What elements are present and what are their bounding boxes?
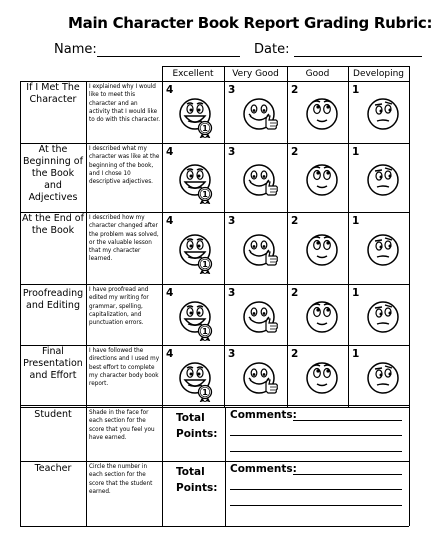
criterion-title: Final Presentation and Effort xyxy=(23,346,83,381)
comments-line[interactable] xyxy=(230,489,402,490)
table-rule xyxy=(20,407,409,408)
score-number[interactable]: 2 xyxy=(291,84,299,96)
developing-face-icon xyxy=(361,297,405,341)
developing-face-icon xyxy=(361,94,405,138)
name-field[interactable] xyxy=(97,56,240,57)
good-face-icon xyxy=(300,358,344,402)
score-number[interactable]: 4 xyxy=(166,287,174,299)
table-rule xyxy=(287,81,288,407)
score-number[interactable]: 3 xyxy=(228,84,236,96)
criterion-description: I have followed the directions and I used my best effort to complete my character body book report. xyxy=(89,348,160,388)
table-rule xyxy=(162,81,163,407)
criterion-description: I have proofread and edited my writing for grammar, spelling, capitalization, and punctuation errors. xyxy=(89,287,149,327)
name-label: Name: xyxy=(54,42,97,57)
score-number[interactable]: 1 xyxy=(352,146,360,158)
score-number[interactable]: 1 xyxy=(352,84,360,96)
excellent-face-icon xyxy=(175,230,219,274)
score-number[interactable]: 4 xyxy=(166,215,174,227)
table-rule xyxy=(20,284,409,285)
criterion-title: At the End of the Book xyxy=(22,213,84,236)
table-rule xyxy=(409,81,410,526)
score-number[interactable]: 4 xyxy=(166,146,174,158)
date-label: Date: xyxy=(254,42,290,57)
excellent-face-icon xyxy=(175,160,219,204)
table-rule xyxy=(20,405,409,406)
table-rule xyxy=(348,81,349,407)
signoff-title: Teacher xyxy=(34,463,72,474)
table-rule xyxy=(20,81,21,526)
score-number[interactable]: 3 xyxy=(228,146,236,158)
medal-number: 1 xyxy=(202,190,208,199)
score-number[interactable]: 3 xyxy=(228,348,236,360)
criterion-title: If I Met The Character xyxy=(26,82,80,105)
medal-number: 1 xyxy=(202,260,208,269)
criterion-description: I described what my character was like at the beginning of the book, and I chose 10 descriptive adjectives. xyxy=(89,146,160,186)
good-face-icon xyxy=(300,297,344,341)
table-rule xyxy=(225,407,226,526)
column-header: Very Good xyxy=(232,69,279,79)
column-header: Good xyxy=(305,69,330,79)
score-number[interactable]: 2 xyxy=(291,287,299,299)
date-field[interactable] xyxy=(294,56,422,57)
criterion-title: Proofreading and Editing xyxy=(22,288,84,311)
table-rule xyxy=(20,526,409,527)
table-rule xyxy=(162,407,163,526)
developing-face-icon xyxy=(361,230,405,274)
medal-number: 1 xyxy=(202,388,208,397)
comments-line[interactable] xyxy=(230,451,402,452)
table-rule xyxy=(20,461,409,462)
criterion-description: I explained why I would like to meet this character and an activity that I would like to do with this character. xyxy=(89,84,160,124)
page-title: Main Character Book Report Grading Rubric: xyxy=(68,14,433,32)
score-number[interactable]: 2 xyxy=(291,146,299,158)
signoff-title: Student xyxy=(34,409,72,420)
developing-face-icon xyxy=(361,160,405,204)
developing-face-icon xyxy=(361,358,405,402)
score-number[interactable]: 1 xyxy=(352,287,360,299)
table-rule xyxy=(86,81,87,526)
score-number[interactable]: 3 xyxy=(228,215,236,227)
column-header: Developing xyxy=(353,69,404,79)
criterion-description: I described how my character changed after the problem was solved, or the valuable lesson that my character learned. xyxy=(89,215,159,263)
score-number[interactable]: 4 xyxy=(166,348,174,360)
score-number[interactable]: 2 xyxy=(291,215,299,227)
good-face-icon xyxy=(300,230,344,274)
signoff-instruction: Shade in the face for each section for the score that you feel you have earned. xyxy=(89,410,155,441)
medal-number: 1 xyxy=(202,327,208,336)
very-good-face-icon xyxy=(237,160,281,204)
comments-line[interactable] xyxy=(293,420,402,421)
excellent-face-icon xyxy=(175,358,219,402)
comments-line[interactable] xyxy=(293,474,402,475)
excellent-face-icon xyxy=(175,297,219,341)
good-face-icon xyxy=(300,94,344,138)
comments-label: Comments: xyxy=(230,463,297,475)
total-points-label: Total Points: xyxy=(176,466,218,494)
very-good-face-icon xyxy=(237,297,281,341)
very-good-face-icon xyxy=(237,358,281,402)
column-header: Excellent xyxy=(172,69,214,79)
excellent-face-icon xyxy=(175,94,219,138)
score-number[interactable]: 2 xyxy=(291,348,299,360)
table-rule xyxy=(409,66,410,81)
score-number[interactable]: 3 xyxy=(228,287,236,299)
comments-line[interactable] xyxy=(230,505,402,506)
criterion-title: At the Beginning of the Book and Adjectives xyxy=(23,144,83,203)
comments-label: Comments: xyxy=(230,409,297,421)
score-number[interactable]: 1 xyxy=(352,348,360,360)
signoff-instruction: Circle the number in each section for the score that the student earned. xyxy=(89,464,153,495)
total-points-label: Total Points: xyxy=(176,412,218,440)
score-number[interactable]: 4 xyxy=(166,84,174,96)
comments-line[interactable] xyxy=(230,435,402,436)
medal-number: 1 xyxy=(202,124,208,133)
score-number[interactable]: 1 xyxy=(352,215,360,227)
very-good-face-icon xyxy=(237,94,281,138)
table-rule xyxy=(224,81,225,407)
very-good-face-icon xyxy=(237,230,281,274)
good-face-icon xyxy=(300,160,344,204)
